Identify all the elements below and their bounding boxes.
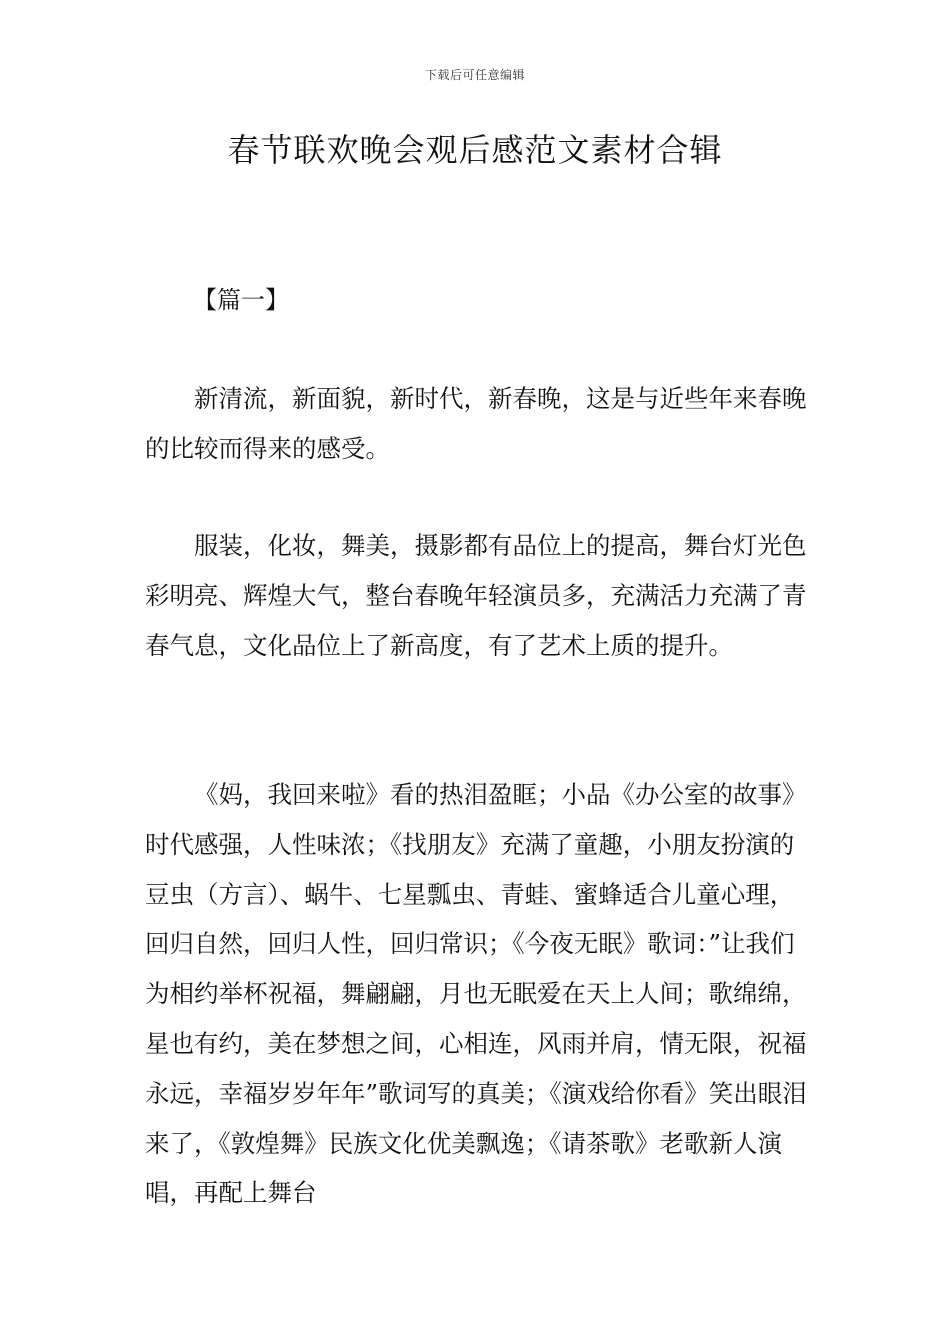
section-heading: 【篇一】: [193, 286, 289, 314]
document-title: 春节联欢晚会观后感范文素材合辑: [227, 131, 723, 169]
body-paragraph: 《妈，我回来啦》看的热泪盈眶；小品《办公室的故事》时代感强，人性味浓；《找朋友》充满了童趣，小朋友扮演的豆虫（方言）、蜗牛、七星瓢虫、青蛙、蜜蜂适合儿童心理，回归自然，回归人性，回归常识；《今夜无眠》歌词：”让我们为相约举杯祝福，舞翩翩，月也无眠爱在天上人间；歌绵绵，星也有约，美在梦想之间，心相连，风雨并肩，情无限，祝福永远，幸福岁岁年年”歌词写的真美；《演戏给你看》笑出眼泪来了，《敦煌舞》民族文化优美飘逸；《请茶歌》老歌新人演唱，再配上舞台: [145, 780, 807, 1208]
body-paragraph: 服装，化妆，舞美，摄影都有品位上的提高，舞台灯光色彩明亮、辉煌大气，整台春晚年轻演员多，充满活力充满了青春气息，文化品位上了新高度，有了艺术上质的提升。: [145, 531, 807, 660]
body-paragraph: 新清流，新面貌，新时代，新春晚，这是与近些年来春晚的比较而得来的感受。: [145, 384, 807, 463]
header-note: 下载后可任意编辑: [424, 68, 525, 82]
